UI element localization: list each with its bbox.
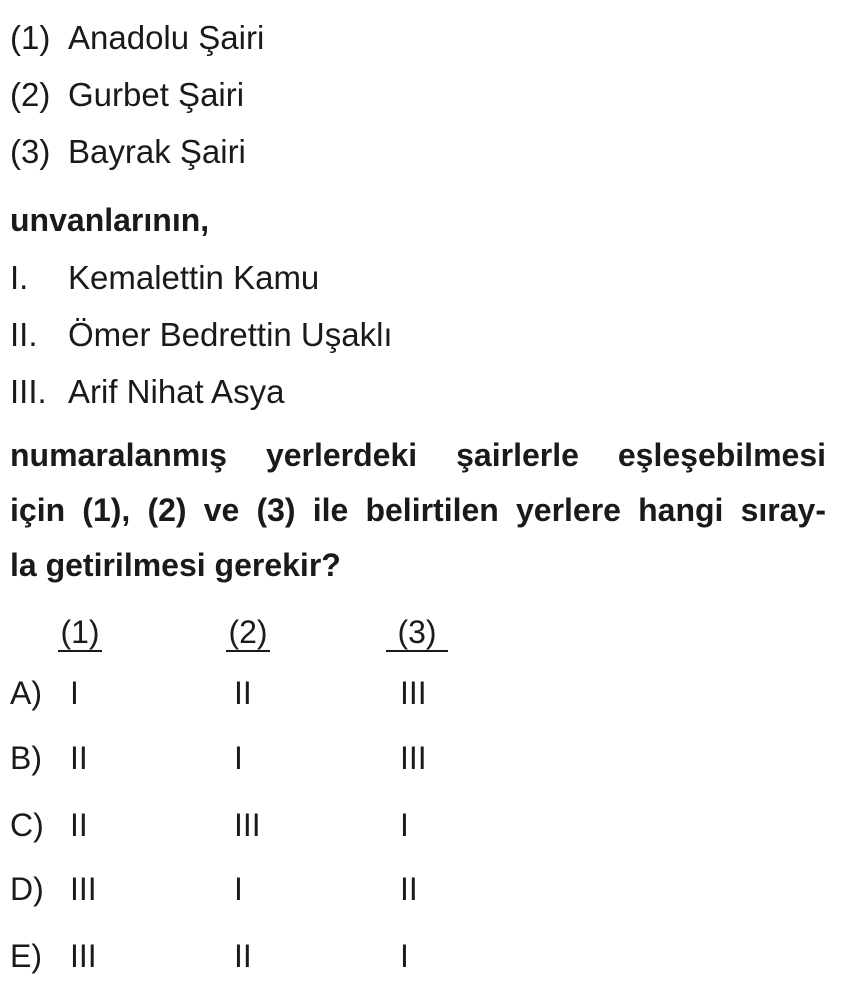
option-col-2: II bbox=[234, 675, 252, 711]
title-number: (1) bbox=[10, 19, 51, 56]
poet-name: Arif Nihat Asya bbox=[68, 373, 285, 410]
column-header-3 bbox=[386, 612, 448, 652]
poet-item-2 bbox=[10, 315, 393, 355]
option-col-1: II bbox=[70, 807, 88, 843]
poet-name: Kemalettin Kamu bbox=[68, 259, 320, 296]
question-line-3: la getirilmesi gerekir? bbox=[10, 547, 341, 583]
title-item-1 bbox=[10, 18, 264, 58]
option-letter: B) bbox=[10, 740, 42, 776]
option-col-1: II bbox=[70, 740, 88, 776]
column-header-1 bbox=[58, 612, 102, 652]
title-number: (3) bbox=[10, 133, 51, 170]
question-line-1: numaralanmış yerlerdeki şairlerle eşleşebilmesi bbox=[10, 437, 826, 473]
poet-number: I. bbox=[10, 259, 29, 296]
option-letter: C) bbox=[10, 807, 44, 843]
option-col-3: III bbox=[400, 675, 427, 711]
option-col-3: III bbox=[400, 740, 427, 776]
poet-number: III. bbox=[10, 373, 47, 410]
option-letter: E) bbox=[10, 938, 42, 974]
option-col-2: I bbox=[234, 740, 243, 776]
title-text: Bayrak Şairi bbox=[68, 133, 246, 170]
title-item-2 bbox=[10, 75, 244, 115]
poet-number: II. bbox=[10, 316, 38, 353]
option-col-2: I bbox=[234, 871, 243, 907]
question-line-2: için (1), (2) ve (3) ile belirtilen yerlere hangi sıray- bbox=[10, 492, 826, 528]
title-item-3 bbox=[10, 132, 246, 172]
option-col-3: I bbox=[400, 807, 409, 843]
title-number: (2) bbox=[10, 76, 51, 113]
option-col-1: I bbox=[70, 675, 79, 711]
column-header-2 bbox=[226, 612, 270, 652]
option-col-2: II bbox=[234, 938, 252, 974]
option-col-1: III bbox=[70, 871, 97, 907]
column-header-label: (1) bbox=[60, 614, 100, 650]
column-header-label: (2) bbox=[228, 614, 268, 650]
poet-item-1 bbox=[10, 258, 319, 298]
poet-name: Ömer Bedrettin Uşaklı bbox=[68, 316, 393, 353]
column-header-label: (3) bbox=[397, 614, 437, 650]
poet-item-3 bbox=[10, 372, 284, 412]
option-col-1: III bbox=[70, 938, 97, 974]
option-col-3: I bbox=[400, 938, 409, 974]
option-letter: A) bbox=[10, 675, 42, 711]
title-text: Anadolu Şairi bbox=[68, 19, 265, 56]
option-letter: D) bbox=[10, 871, 44, 907]
bridge-text: unvanlarının, bbox=[10, 202, 210, 238]
option-col-3: II bbox=[400, 871, 418, 907]
title-text: Gurbet Şairi bbox=[68, 76, 245, 113]
option-col-2: III bbox=[234, 807, 261, 843]
